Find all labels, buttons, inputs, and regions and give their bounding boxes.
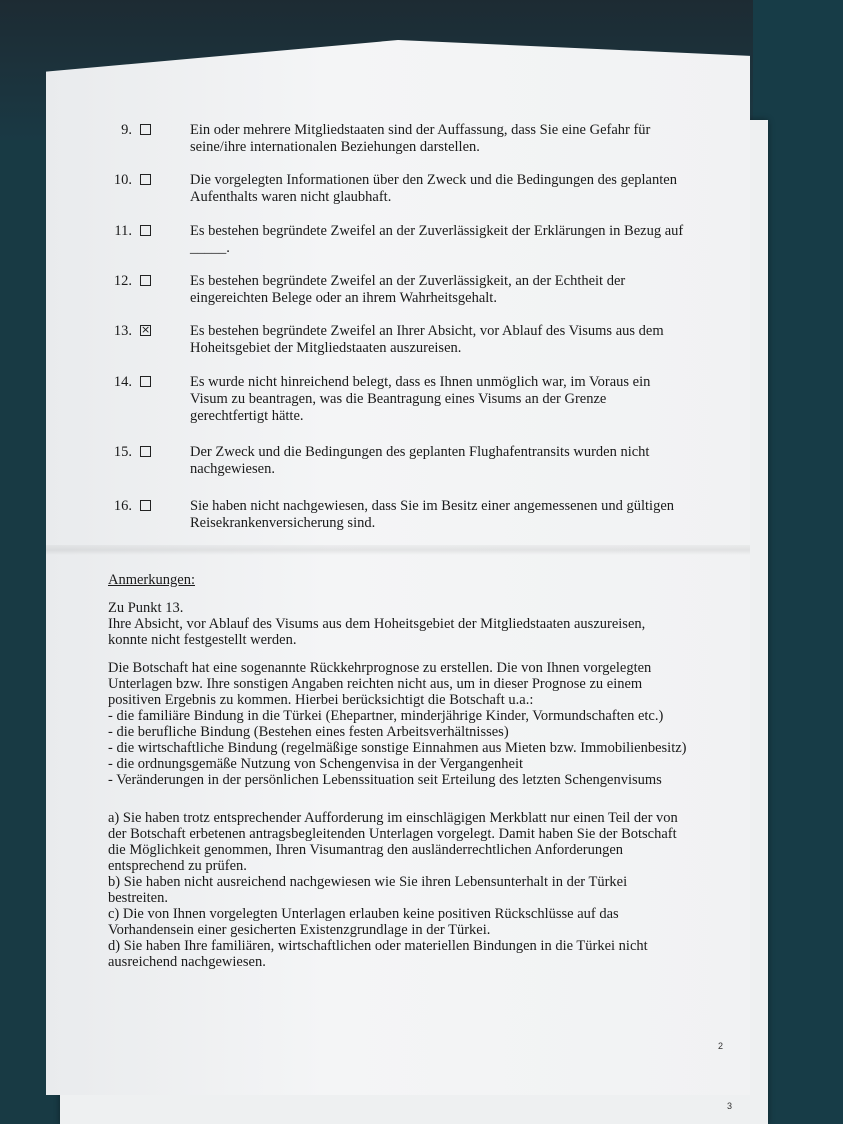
item-text: Ein oder mehrere Mitgliedstaaten sind der Auffassung, dass Sie eine Gefahr für seine/ihre internationalen Beziehungen darstellen. <box>190 122 651 155</box>
item-number: 15. <box>113 444 132 460</box>
remarks-line: a) Sie haben trotz entsprechender Aufforderung im einschlägigen Merkblatt nur einen Teil der von <box>108 810 678 826</box>
remarks-line: der Botschaft erbetenen antragsbegleitenden Unterlagen vorgelegt. Damit haben Sie der Botschaft <box>108 826 677 842</box>
item-text: Der Zweck und die Bedingungen des geplanten Flughafentransits wurden nicht nachgewiesen. <box>190 444 650 477</box>
remarks-line: b) Sie haben nicht ausreichend nachgewiesen wie Sie ihren Lebensunterhalt in der Türkei <box>108 874 628 890</box>
checkbox <box>140 174 151 185</box>
back-page-number: 3 <box>727 1101 733 1111</box>
remarks-line: Vorhandensein einer gesicherten Existenzgrundlage in der Türkei. <box>108 922 491 938</box>
item-number: 9. <box>121 122 132 138</box>
item-number: 10. <box>113 172 132 188</box>
bullet-item: - Veränderungen in der persönlichen Lebenssituation seit Erteilung des letzten Schengenvisums <box>108 772 662 788</box>
item-number: 11. <box>114 223 132 239</box>
checkbox-checked <box>140 325 151 336</box>
remarks-line: bestreiten. <box>108 890 168 906</box>
checkbox <box>140 376 151 387</box>
checkbox <box>140 275 151 286</box>
remarks-line: d) Sie haben Ihre familiären, wirtschaftlichen oder materiellen Bindungen in die Türkei nicht <box>108 938 648 954</box>
remarks-line: entsprechend zu prüfen. <box>108 858 247 874</box>
item-text: Die vorgelegten Informationen über den Zweck und die Bedingungen des geplanten Aufenthalts waren nicht glaubhaft. <box>190 172 677 205</box>
remarks-line: die Möglichkeit genommen, Ihren Visumantrag den ausländerrechtlichen Anforderungen <box>108 842 624 858</box>
checkbox <box>140 446 151 457</box>
bullet-item: - die wirtschaftliche Bindung (regelmäßige sonstige Einnahmen aus Mieten bzw. Immobilienbesitz) <box>108 740 687 756</box>
item-text: Es bestehen begründete Zweifel an Ihrer Absicht, vor Ablauf des Visums aus dem Hoheitsgebiet der Mitgliedstaaten auszureisen. <box>190 323 664 356</box>
remarks-title: Anmerkungen: <box>108 572 195 588</box>
remarks-section <box>108 572 720 970</box>
remarks-line: positiven Ergebnis zu kommen. Hierbei berücksichtigt die Botschaft u.a.: <box>108 692 534 708</box>
checkbox <box>140 124 151 135</box>
item-text: Es bestehen begründete Zweifel an der Zuverlässigkeit der Erklärungen in Bezug auf _____. <box>190 223 684 256</box>
bullet-item: - die familiäre Bindung in die Türkei (Ehepartner, minderjährige Kinder, Vormundschaften etc.) <box>108 708 664 724</box>
item-text: Es wurde nicht hinreichend belegt, dass es Ihnen unmöglich war, im Voraus ein Visum zu beantragen, was die Beantragung eines Visums an der Grenze gerechtfertigt hätte. <box>190 374 651 424</box>
remarks-line: Unterlagen bzw. Ihre sonstigen Angaben reichten nicht aus, um in dieser Prognose zu einem <box>108 676 643 692</box>
page-number: 2 <box>718 1041 724 1051</box>
item-number: 13. <box>113 323 132 339</box>
item-number: 14. <box>113 374 132 390</box>
item-text: Es bestehen begründete Zweifel an der Zuverlässigkeit, an der Echtheit der eingereichten Belege oder an ihrem Wahrheitsgehalt. <box>190 273 626 306</box>
remarks-line: Die Botschaft hat eine sogenannte Rückkehrprognose zu erstellen. Die von Ihnen vorgelegten <box>108 660 652 676</box>
bullet-item: - die ordnungsgemäße Nutzung von Schengenvisa in der Vergangenheit <box>108 756 524 772</box>
point-reference: Zu Punkt 13. <box>108 600 184 616</box>
remarks-line: Ihre Absicht, vor Ablauf des Visums aus dem Hoheitsgebiet der Mitgliedstaaten auszureisen, <box>108 616 646 632</box>
item-number: 12. <box>113 273 132 289</box>
remarks-line: konnte nicht festgestellt werden. <box>108 632 297 648</box>
remarks-line: ausreichend nachgewiesen. <box>108 954 266 970</box>
bullet-item: - die berufliche Bindung (Bestehen eines festen Arbeitsverhältnisses) <box>108 724 509 740</box>
remarks-line: c) Die von Ihnen vorgelegten Unterlagen erlauben keine positiven Rückschlüsse auf das <box>108 906 619 922</box>
item-number: 16. <box>113 498 132 514</box>
checkbox <box>140 500 151 511</box>
checkbox <box>140 225 151 236</box>
item-text: Sie haben nicht nachgewiesen, dass Sie im Besitz einer angemessenen und gültigen Reisekrankenversicherung sind. <box>190 498 675 531</box>
